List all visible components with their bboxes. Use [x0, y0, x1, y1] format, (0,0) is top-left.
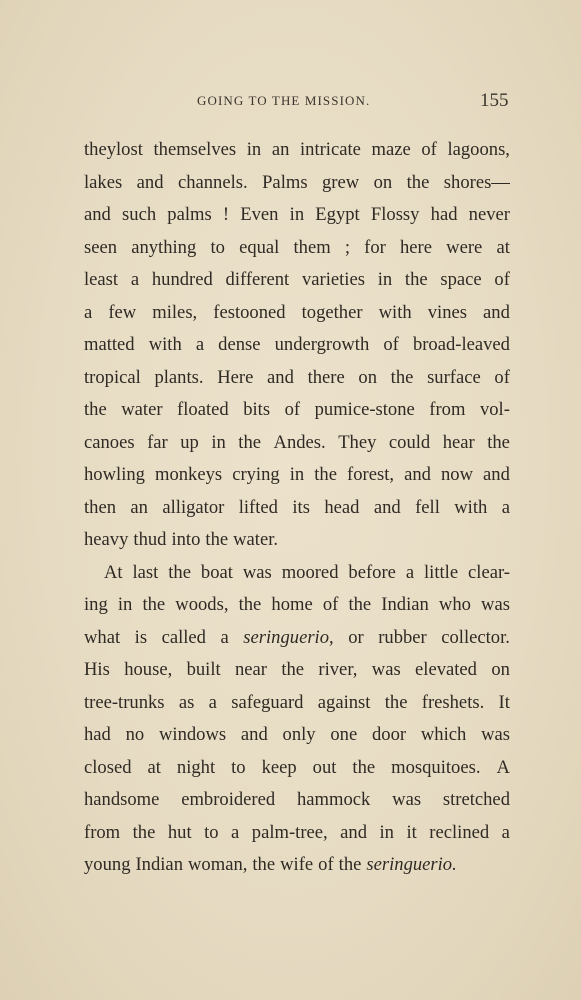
text-line: His house, built near the river, was elevated on [84, 659, 510, 680]
text-line: a few miles, festooned together with vines and [84, 301, 510, 323]
running-head: GOING TO THE MISSION. [197, 93, 371, 108]
text-line: seen anything to equal them ; for here were at [84, 236, 510, 258]
text-line: young Indian woman, the wife of the seringuerio. [84, 854, 457, 875]
text-line: what is called a seringuerio, or rubber collector. [84, 626, 510, 648]
text-line: matted with a dense undergrowth of broad-leaved [84, 334, 510, 355]
text-line: closed at night to keep out the mosquitoes. A [84, 756, 510, 778]
text-line: lakes and channels. Palms grew on the shores— [84, 171, 510, 193]
text-line: least a hundred different varieties in the space of [84, 269, 510, 290]
text-line: had no windows and only one door which was [84, 724, 510, 745]
text-line: from the hut to a palm-tree, and in it reclined a [84, 821, 510, 843]
text-line: the water floated bits of pumice-stone from vol- [84, 399, 510, 420]
page-number: 155 [480, 90, 509, 111]
text-line: handsome embroidered hammock was stretched [84, 789, 510, 810]
text-line: tropical plants. Here and there on the surface of [84, 366, 510, 388]
text-line: and such palms ! Even in Egypt Flossy had never [84, 204, 510, 225]
text-line: then an alligator lifted its head and fell with a [84, 496, 510, 518]
text-line: ing in the woods, the home of the Indian who was [84, 594, 510, 615]
text-line: canoes far up in the Andes. They could hear the [84, 431, 510, 453]
body-text [84, 134, 510, 882]
text-line: theylost themselves in an intricate maze of lagoons, [84, 139, 510, 160]
text-line: howling monkeys crying in the forest, and now and [84, 464, 510, 485]
text-line: heavy thud into the water. [84, 529, 279, 550]
text-line: At last the boat was moored before a little clear- [104, 561, 510, 583]
text-line: tree-trunks as a safeguard against the freshets. It [84, 691, 510, 713]
